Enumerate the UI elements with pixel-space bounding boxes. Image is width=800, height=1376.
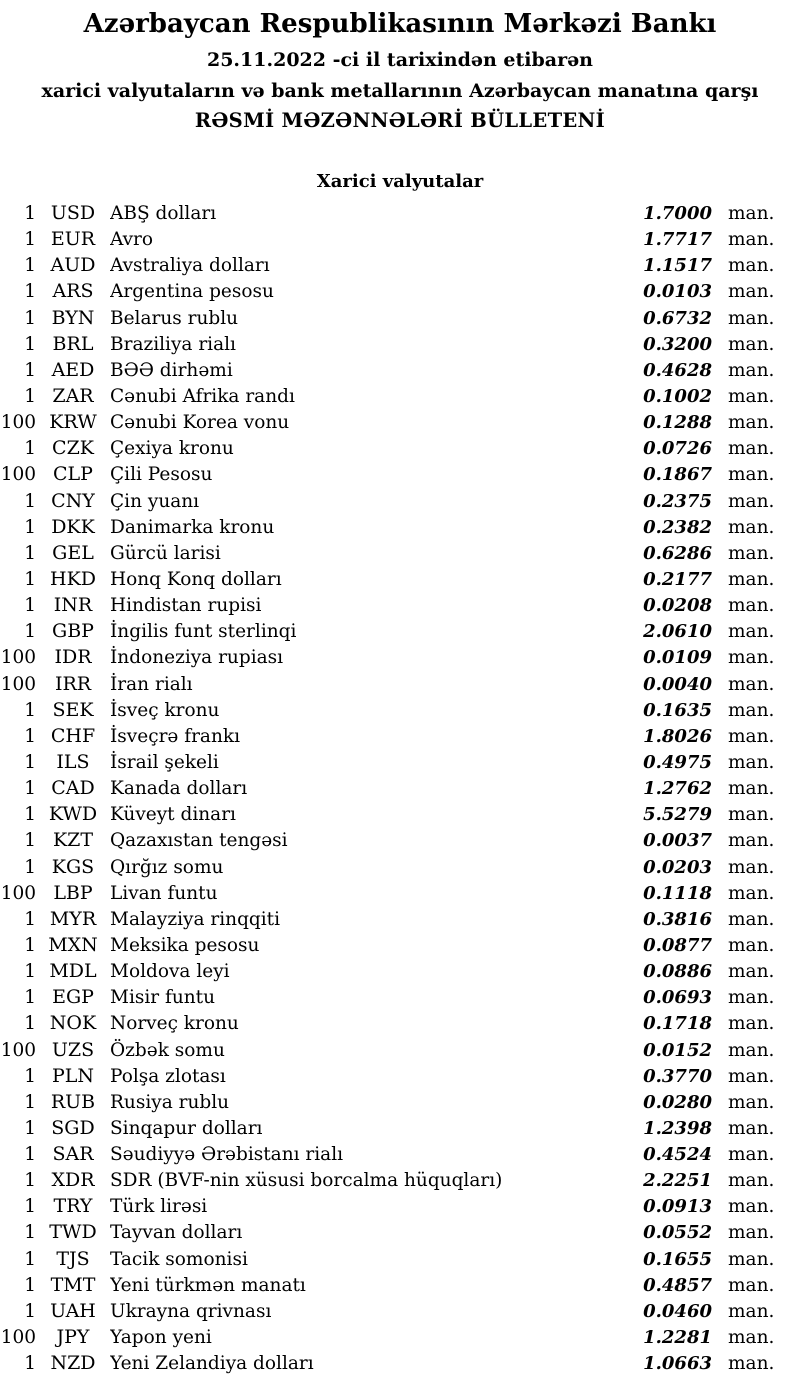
unit-label: man.: [728, 1117, 775, 1139]
currency-name: Yeni türkmən manatı: [110, 1274, 306, 1296]
nominal-quantity: 1: [24, 1170, 36, 1192]
nominal-quantity: 1: [24, 1222, 36, 1244]
bulletin-title: RƏSMİ MƏZƏNNƏLƏRİ BÜLLETENİ: [194, 109, 606, 132]
rate-value: 0.0877: [643, 934, 712, 956]
unit-label: man.: [728, 595, 775, 617]
nominal-quantity: 1: [24, 778, 36, 800]
unit-label: man.: [728, 490, 775, 512]
currency-name: Rusiya rublu: [110, 1091, 230, 1113]
rate-value: 0.1655: [643, 1248, 712, 1270]
currency-rate-row: [0, 1219, 800, 1245]
unit-label: man.: [728, 725, 775, 747]
currency-rate-row: [0, 697, 800, 723]
nominal-quantity: 1: [24, 699, 36, 721]
currency-rate-row: [0, 906, 800, 932]
rate-value: 1.1517: [643, 255, 712, 277]
currency-code: MXN: [48, 933, 98, 956]
currency-code: EGP: [52, 986, 94, 1009]
currency-code: MDL: [49, 960, 97, 983]
currency-rate-row: [0, 984, 800, 1010]
nominal-quantity: 1: [24, 621, 36, 643]
currency-name: Özbək somu: [110, 1039, 225, 1061]
rate-value: 1.2762: [643, 778, 712, 800]
bulletin-header: [0, 0, 800, 134]
currency-rate-row: [0, 1063, 800, 1089]
rate-value: 0.1118: [643, 882, 712, 904]
unit-label: man.: [728, 751, 775, 773]
unit-label: man.: [728, 203, 775, 224]
rate-value: 0.0152: [643, 1039, 712, 1061]
rate-value: 0.6732: [643, 307, 712, 329]
currency-name: Belarus rublu: [110, 307, 239, 329]
nominal-quantity: 1: [24, 438, 36, 460]
currency-name: Argentina pesosu: [110, 281, 274, 303]
currency-code: XDR: [51, 1169, 95, 1192]
rate-value: 0.0552: [643, 1222, 712, 1244]
currency-name: Ukrayna qrivnası: [110, 1300, 272, 1322]
currency-code: JPY: [56, 1326, 90, 1349]
rate-value: 0.3816: [643, 908, 712, 930]
currency-code: INR: [53, 594, 93, 617]
currency-rate-row: [0, 671, 800, 697]
rate-value: 0.0886: [643, 961, 712, 983]
currency-code: AUD: [50, 254, 96, 277]
nominal-quantity: 1: [24, 595, 36, 617]
currency-rate-row: [0, 1350, 800, 1376]
currency-name: Qazaxıstan tengəsi: [110, 830, 288, 852]
currency-rate-row: [0, 357, 800, 383]
unit-label: man.: [728, 934, 775, 956]
currency-rate-row: [0, 749, 800, 775]
rate-value: 0.0280: [643, 1091, 712, 1113]
currency-rate-row: [0, 618, 800, 644]
currency-code: NOK: [49, 1012, 97, 1035]
currency-name: ABŞ dolları: [110, 203, 217, 224]
unit-label: man.: [728, 412, 775, 434]
rate-value: 2.2251: [643, 1170, 712, 1192]
rate-value: 0.3200: [643, 333, 712, 355]
rate-value: 0.0040: [643, 673, 712, 695]
unit-label: man.: [728, 333, 775, 355]
currency-name: Moldova leyi: [110, 961, 230, 983]
rate-value: 0.0103: [643, 281, 712, 303]
currency-code: UAH: [50, 1299, 96, 1322]
currency-rate-row: [0, 958, 800, 984]
currency-rate-row: [0, 278, 800, 304]
currency-name: Meksika pesosu: [110, 934, 260, 956]
currency-code: TRY: [53, 1195, 93, 1218]
currency-name: Honq Konq dolları: [110, 568, 282, 590]
unit-label: man.: [728, 1222, 775, 1244]
effective-date-line: 25.11.2022 -ci il tarixindən etibarən: [206, 49, 593, 71]
currency-rate-row: [0, 566, 800, 592]
currency-rate-row: [0, 1324, 800, 1350]
currency-rate-row: [0, 880, 800, 906]
currency-name: Norveç kronu: [110, 1013, 239, 1035]
rate-value: 0.0037: [643, 830, 712, 852]
currency-code: KZT: [52, 829, 94, 852]
unit-label: man.: [728, 1144, 775, 1166]
nominal-quantity: 1: [24, 307, 36, 329]
currency-rate-row: [0, 488, 800, 514]
currency-code: CAD: [51, 777, 95, 800]
currency-code: ILS: [56, 750, 90, 773]
currency-code: AED: [51, 358, 95, 381]
currency-name: Danimarka kronu: [110, 516, 275, 538]
currency-name: Küveyt dinarı: [110, 804, 236, 826]
currency-rate-row: [0, 1272, 800, 1298]
currency-rate-row: [0, 226, 800, 252]
nominal-quantity: 100: [0, 1327, 36, 1349]
rate-value: 1.2398: [643, 1117, 712, 1139]
rate-value: 1.0663: [643, 1353, 712, 1375]
currency-rate-row: [0, 409, 800, 435]
currency-code: USD: [50, 202, 96, 224]
nominal-quantity: 1: [24, 987, 36, 1009]
currency-code: GEL: [52, 541, 94, 564]
unit-label: man.: [728, 1327, 775, 1349]
unit-label: man.: [728, 1248, 775, 1270]
nominal-quantity: 1: [24, 359, 36, 381]
unit-label: man.: [728, 1274, 775, 1296]
currency-name: BƏƏ dirhəmi: [110, 359, 233, 381]
currency-code: KWD: [48, 803, 98, 826]
currency-code: IDR: [54, 646, 92, 669]
currency-name: Sinqapur dolları: [110, 1117, 263, 1139]
rate-value: 0.0203: [643, 856, 712, 878]
currency-code: TWD: [49, 1221, 97, 1244]
rate-value: 0.1718: [643, 1013, 712, 1035]
unit-label: man.: [728, 1300, 775, 1322]
nominal-quantity: 1: [24, 229, 36, 251]
unit-label: man.: [728, 1065, 775, 1087]
unit-label: man.: [728, 307, 775, 329]
currency-code: ZAR: [52, 384, 94, 407]
currency-rate-row: [0, 514, 800, 540]
unit-label: man.: [728, 856, 775, 878]
rate-value: 0.2382: [643, 516, 712, 538]
currency-name: Yeni Zelandiya dolları: [110, 1353, 314, 1375]
nominal-quantity: 1: [24, 1065, 36, 1087]
nominal-quantity: 1: [24, 255, 36, 277]
currency-code: CNY: [51, 489, 95, 512]
currency-rate-row: [0, 252, 800, 278]
currency-rate-row: [0, 540, 800, 566]
currency-name: Səudiyyə Ərəbistanı rialı: [110, 1144, 344, 1166]
nominal-quantity: 1: [24, 1117, 36, 1139]
currency-name: Malayziya rinqqiti: [110, 908, 281, 930]
unit-label: man.: [728, 568, 775, 590]
nominal-quantity: 1: [24, 1144, 36, 1166]
currency-rate-row: [0, 827, 800, 853]
currency-rate-row: [0, 1141, 800, 1167]
currency-rate-row: [0, 775, 800, 801]
nominal-quantity: 1: [24, 542, 36, 564]
currency-name: Qırğız somu: [110, 856, 224, 878]
unit-label: man.: [728, 1013, 775, 1035]
currency-code: EUR: [50, 228, 96, 251]
section-title-foreign-currencies: Xarici valyutalar: [316, 171, 484, 192]
currency-code: DKK: [51, 515, 95, 538]
currency-code: MYR: [49, 907, 97, 930]
currency-rate-row: [0, 723, 800, 749]
currency-code: TMT: [50, 1273, 96, 1296]
nominal-quantity: 1: [24, 804, 36, 826]
nominal-quantity: 1: [24, 751, 36, 773]
currency-name: Kanada dolları: [110, 778, 248, 800]
unit-label: man.: [728, 621, 775, 643]
nominal-quantity: 1: [24, 1013, 36, 1035]
unit-label: man.: [728, 882, 775, 904]
nominal-quantity: 1: [24, 385, 36, 407]
unit-label: man.: [728, 1039, 775, 1061]
nominal-quantity: 1: [24, 856, 36, 878]
currency-rate-row: [0, 932, 800, 958]
nominal-quantity: 100: [0, 464, 36, 486]
currency-code: CLP: [53, 463, 93, 486]
rate-value: 0.0109: [643, 647, 712, 669]
nominal-quantity: 1: [24, 1274, 36, 1296]
currency-name: Avstraliya dolları: [110, 255, 270, 277]
nominal-quantity: 1: [24, 1091, 36, 1113]
rate-value: 0.4628: [643, 359, 712, 381]
unit-label: man.: [728, 699, 775, 721]
currency-code: SEK: [52, 698, 94, 721]
currency-code: BRL: [52, 332, 94, 355]
unit-label: man.: [728, 1196, 775, 1218]
unit-label: man.: [728, 804, 775, 826]
unit-label: man.: [728, 987, 775, 1009]
currency-rate-row: [0, 1298, 800, 1324]
currency-rate-row: [0, 435, 800, 461]
rate-value: 1.2281: [643, 1327, 712, 1349]
unit-label: man.: [728, 1091, 775, 1113]
nominal-quantity: 1: [24, 830, 36, 852]
currency-code: SGD: [51, 1116, 95, 1139]
currency-code: RUB: [50, 1090, 96, 1113]
currency-rate-row: [0, 1167, 800, 1193]
currency-rates-table: [0, 200, 800, 1376]
rate-value: 1.8026: [643, 725, 712, 747]
currency-code: KGS: [51, 855, 95, 878]
unit-label: man.: [728, 830, 775, 852]
unit-label: man.: [728, 281, 775, 303]
currency-rate-row: [0, 383, 800, 409]
nominal-quantity: 100: [0, 412, 36, 434]
currency-rate-row: [0, 1010, 800, 1036]
rate-value: 0.6286: [643, 542, 712, 564]
nominal-quantity: 1: [24, 490, 36, 512]
currency-name: Yapon yeni: [110, 1327, 212, 1349]
currency-code: NZD: [50, 1352, 96, 1375]
currency-name: Braziliya rialı: [110, 333, 236, 355]
unit-label: man.: [728, 359, 775, 381]
currency-name: SDR (BVF-nin xüsusi borcalma hüquqları): [110, 1170, 503, 1192]
currency-code: PLN: [51, 1064, 95, 1087]
bank-name: Azərbaycan Respublikasının Mərkəzi Bankı: [83, 9, 717, 39]
currency-rate-row: [0, 854, 800, 880]
currency-code: KRW: [49, 411, 97, 434]
currency-rate-row: [0, 200, 800, 226]
nominal-quantity: 1: [24, 908, 36, 930]
rate-value: 0.1867: [643, 464, 712, 486]
currency-code: BYN: [51, 306, 95, 329]
nominal-quantity: 1: [24, 1353, 36, 1375]
currency-code: SAR: [52, 1143, 94, 1166]
currency-name: Cənubi Korea vonu: [110, 412, 290, 434]
rate-value: 0.4975: [643, 751, 712, 773]
currency-name: Çili Pesosu: [110, 464, 213, 486]
unit-label: man.: [728, 438, 775, 460]
rate-value: 0.0913: [643, 1196, 712, 1218]
currency-rate-row: [0, 1193, 800, 1219]
currency-name: Hindistan rupisi: [110, 595, 262, 617]
nominal-quantity: 100: [0, 882, 36, 904]
currency-code: LBP: [53, 881, 93, 904]
nominal-quantity: 1: [24, 1300, 36, 1322]
unit-label: man.: [728, 1353, 775, 1375]
rate-value: 0.2375: [643, 490, 712, 512]
rate-value: 1.7717: [643, 229, 712, 251]
currency-name: Tayvan dolları: [110, 1222, 243, 1244]
rate-value: 0.4857: [643, 1274, 712, 1296]
nominal-quantity: 1: [24, 203, 36, 224]
rate-value: 0.0693: [643, 987, 712, 1009]
currency-code: IRR: [54, 672, 92, 695]
currency-name: İndoneziya rupiası: [110, 647, 284, 669]
currency-name: Çin yuanı: [110, 490, 200, 512]
nominal-quantity: 100: [0, 647, 36, 669]
rate-value: 2.0610: [643, 621, 712, 643]
currency-name: İran rialı: [110, 673, 193, 695]
currency-code: UZS: [51, 1038, 95, 1061]
currency-rate-row: [0, 1246, 800, 1272]
rate-value: 0.2177: [643, 568, 712, 590]
unit-label: man.: [728, 1170, 775, 1192]
currency-name: Tacik somonisi: [110, 1248, 248, 1270]
currency-name: İsrail şekeli: [110, 751, 219, 773]
nominal-quantity: 1: [24, 1196, 36, 1218]
currency-name: Polşa zlotası: [110, 1065, 226, 1087]
currency-rate-row: [0, 592, 800, 618]
currency-rate-row: [0, 801, 800, 827]
currency-rate-row: [0, 305, 800, 331]
currency-code: TJS: [56, 1247, 90, 1270]
unit-label: man.: [728, 229, 775, 251]
currency-name: Avro: [110, 229, 154, 251]
rate-value: 0.4524: [643, 1144, 712, 1166]
unit-label: man.: [728, 647, 775, 669]
currency-rate-row: [0, 331, 800, 357]
rate-value: 0.1288: [643, 412, 712, 434]
currency-name: Cənubi Afrika randı: [110, 385, 295, 407]
currency-code: CZK: [52, 437, 94, 460]
nominal-quantity: 100: [0, 1039, 36, 1061]
unit-label: man.: [728, 385, 775, 407]
unit-label: man.: [728, 778, 775, 800]
rate-value: 0.0208: [643, 595, 712, 617]
unit-label: man.: [728, 516, 775, 538]
currency-code: HKD: [50, 567, 96, 590]
currency-rate-row: [0, 1089, 800, 1115]
rate-value: 0.1635: [643, 699, 712, 721]
nominal-quantity: 1: [24, 281, 36, 303]
currency-name: Gürcü larisi: [110, 542, 221, 564]
unit-label: man.: [728, 961, 775, 983]
currency-name: Çexiya kronu: [110, 438, 234, 460]
nominal-quantity: 100: [0, 673, 36, 695]
nominal-quantity: 1: [24, 961, 36, 983]
currency-rate-row: [0, 1115, 800, 1141]
unit-label: man.: [728, 464, 775, 486]
currency-code: CHF: [50, 724, 96, 747]
rate-value: 5.5279: [643, 804, 712, 826]
rate-value: 1.7000: [643, 203, 712, 224]
currency-name: İsveç kronu: [110, 699, 220, 721]
currency-rate-row: [0, 461, 800, 487]
rate-value: 0.3770: [643, 1065, 712, 1087]
currency-rate-row: [0, 644, 800, 670]
currency-name: İngilis funt sterlinqi: [110, 621, 297, 643]
unit-label: man.: [728, 908, 775, 930]
nominal-quantity: 1: [24, 568, 36, 590]
currency-name: İsveçrə frankı: [110, 725, 240, 747]
currency-code: GBP: [52, 620, 94, 643]
currency-name: Türk lirəsi: [110, 1196, 208, 1218]
rate-value: 0.1002: [643, 385, 712, 407]
rate-value: 0.0460: [643, 1300, 712, 1322]
currency-rate-row: [0, 1037, 800, 1063]
nominal-quantity: 1: [24, 934, 36, 956]
unit-label: man.: [728, 542, 775, 564]
nominal-quantity: 1: [24, 516, 36, 538]
currency-name: Livan funtu: [110, 882, 218, 904]
subject-line: xarici valyutaların və bank metallarının Azərbaycan manatına qarşı: [41, 80, 759, 102]
nominal-quantity: 1: [24, 725, 36, 747]
currency-code: ARS: [52, 280, 94, 303]
currency-name: Misir funtu: [110, 987, 216, 1009]
nominal-quantity: 1: [24, 1248, 36, 1270]
unit-label: man.: [728, 673, 775, 695]
nominal-quantity: 1: [24, 333, 36, 355]
rate-value: 0.0726: [643, 438, 712, 460]
unit-label: man.: [728, 255, 775, 277]
